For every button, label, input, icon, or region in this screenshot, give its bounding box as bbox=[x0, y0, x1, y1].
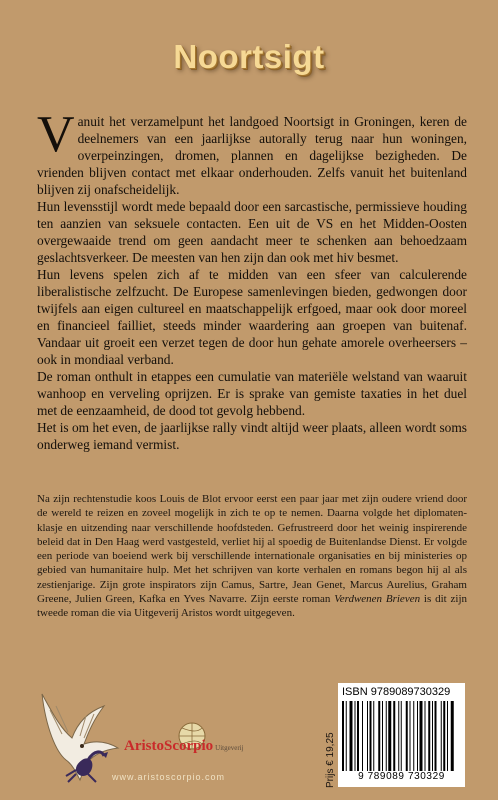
barcode-bar bbox=[373, 701, 374, 771]
barcode-bar bbox=[401, 701, 402, 771]
publisher-url: www.aristoscorpio.com bbox=[112, 772, 226, 782]
barcode-bar bbox=[346, 701, 347, 771]
barcode-bar bbox=[367, 701, 368, 771]
bio-book-title: Verdwenen Brieven bbox=[334, 593, 421, 606]
barcode-bar bbox=[362, 701, 363, 771]
barcode-bar bbox=[357, 701, 359, 771]
price-label: Prijs € 19,25 bbox=[325, 732, 336, 788]
publisher-name: AristoScorpio Uitgeverij bbox=[124, 738, 244, 754]
barcode-bar bbox=[410, 701, 411, 771]
barcode-bar bbox=[393, 701, 395, 771]
barcode-bar bbox=[378, 701, 380, 771]
blurb-paragraph: Het is om het even, de jaarlijkse rally vindt altijd weer plaats, alleen wordt soms onderweg iemand vermist. bbox=[37, 420, 467, 452]
barcode-digits: 9 789089 730329 bbox=[358, 771, 445, 782]
drop-cap: V bbox=[37, 106, 75, 163]
barcode-icon bbox=[342, 701, 461, 771]
barcode-bar bbox=[428, 701, 430, 771]
blurb-paragraph: anuit het verzamelpunt het landgoed Noortsigt in Groningen, keren de deelnemers van een jaarlijkse autorally terug naar hun woningen, overpeinzingen, dromen, plannen en dagelijkse bezigheden. De vrienden blijven contact met elkaar onderhouden. Zelfs vanuit het buitenland blijven zij onafscheidelijk. bbox=[37, 114, 467, 197]
blurb-paragraph: Hun levens spelen zich af te midden van een sfeer van calculerende liberalistische zelfzucht. De Europese samenlevingen bieden, gedwongen door twijfels aan eigen cultureel en maatschappelijk erfgoed, maar ook door moreel en financieel failliet, steeds minder waardering aan groepen van buitenaf. Vandaar uit groeit een verzet tegen de door hun gehate amorele overheersers – ook in mondiaal verband. bbox=[37, 267, 467, 367]
publisher-subtitle: Uitgeverij bbox=[215, 744, 244, 752]
blurb-paragraph: Hun levensstijl wordt mede bepaald door een sarcastische, permissieve houding ten aanzien van seksuele contacten. Een uit de VS en het Midden-Oosten overgewaaide trend om geen aandacht meer te schenken aan behoedzaam geslachtsverkeer. De meesten van hen zijn dan ook met hiv besmet. bbox=[37, 199, 467, 265]
bio-text: Na zijn rechtenstudie koos Louis de Blot ervoor eerst een paar jaar met zijn oudere vriend door de wereld te reizen en zoveel mogelijk in zich te op te nemen. Daarna volgde het diplomaten-klasje en uitzending naar verschillende hoofdsteden. Gefrustreerd door het weinig inspirerende beleid dat in Den Haag werd vastgesteld, verliet hij al spoedig de Buitenlandse Dienst. Er volgde een periode van boeiend werk bij verschillende internationale organisaties en bij ministeries op gebied van humanitaire hulp. Met het schrijven van korte verhalen en romans begon hij al als zestienjarige. Zijn grote inspirators zijn Camus, Sartre, Jean Genet, Marcus Aurelius, Graham Greene, Julien Green, Kafka en Yves Navarre. Zijn eerste roman bbox=[37, 493, 467, 606]
barcode-bar bbox=[398, 701, 399, 771]
barcode-bar bbox=[435, 701, 437, 771]
barcode-bar bbox=[413, 701, 414, 771]
barcode-bar bbox=[451, 701, 454, 771]
barcode-bar bbox=[447, 701, 448, 771]
barcode-bar bbox=[370, 701, 372, 771]
barcode-bar bbox=[432, 701, 433, 771]
barcode-bar bbox=[386, 701, 387, 771]
barcode-bar bbox=[425, 701, 426, 771]
blurb-paragraph: De roman onthult in etappes een cumulatie van materiële welstand van waaruit wanhoop en verveling oprijzen. Er is sprake van gemiste taxaties in het duel met de eenzaamheid, de dood tot gevolg hebbend. bbox=[37, 369, 467, 418]
barcode-bar bbox=[350, 701, 353, 771]
barcode-bar bbox=[420, 701, 423, 771]
barcode-box bbox=[338, 683, 465, 787]
barcode-bar bbox=[355, 701, 356, 771]
barcode-bar bbox=[417, 701, 418, 771]
isbn-label: ISBN 9789089730329 bbox=[342, 686, 451, 698]
barcode-bar bbox=[388, 701, 391, 771]
barcode-bar bbox=[441, 701, 442, 771]
barcode-bar bbox=[443, 701, 445, 771]
back-cover-blurb bbox=[37, 106, 467, 453]
barcode-bar bbox=[342, 701, 344, 771]
author-bio bbox=[37, 492, 467, 621]
bio-text-end: is dit zijn tweede roman die via Uitgeverij Aristos wordt uitgegeven. bbox=[37, 593, 467, 620]
barcode-bar bbox=[406, 701, 408, 771]
barcode-bar bbox=[382, 701, 383, 771]
book-title: Noortsigt bbox=[173, 38, 325, 75]
